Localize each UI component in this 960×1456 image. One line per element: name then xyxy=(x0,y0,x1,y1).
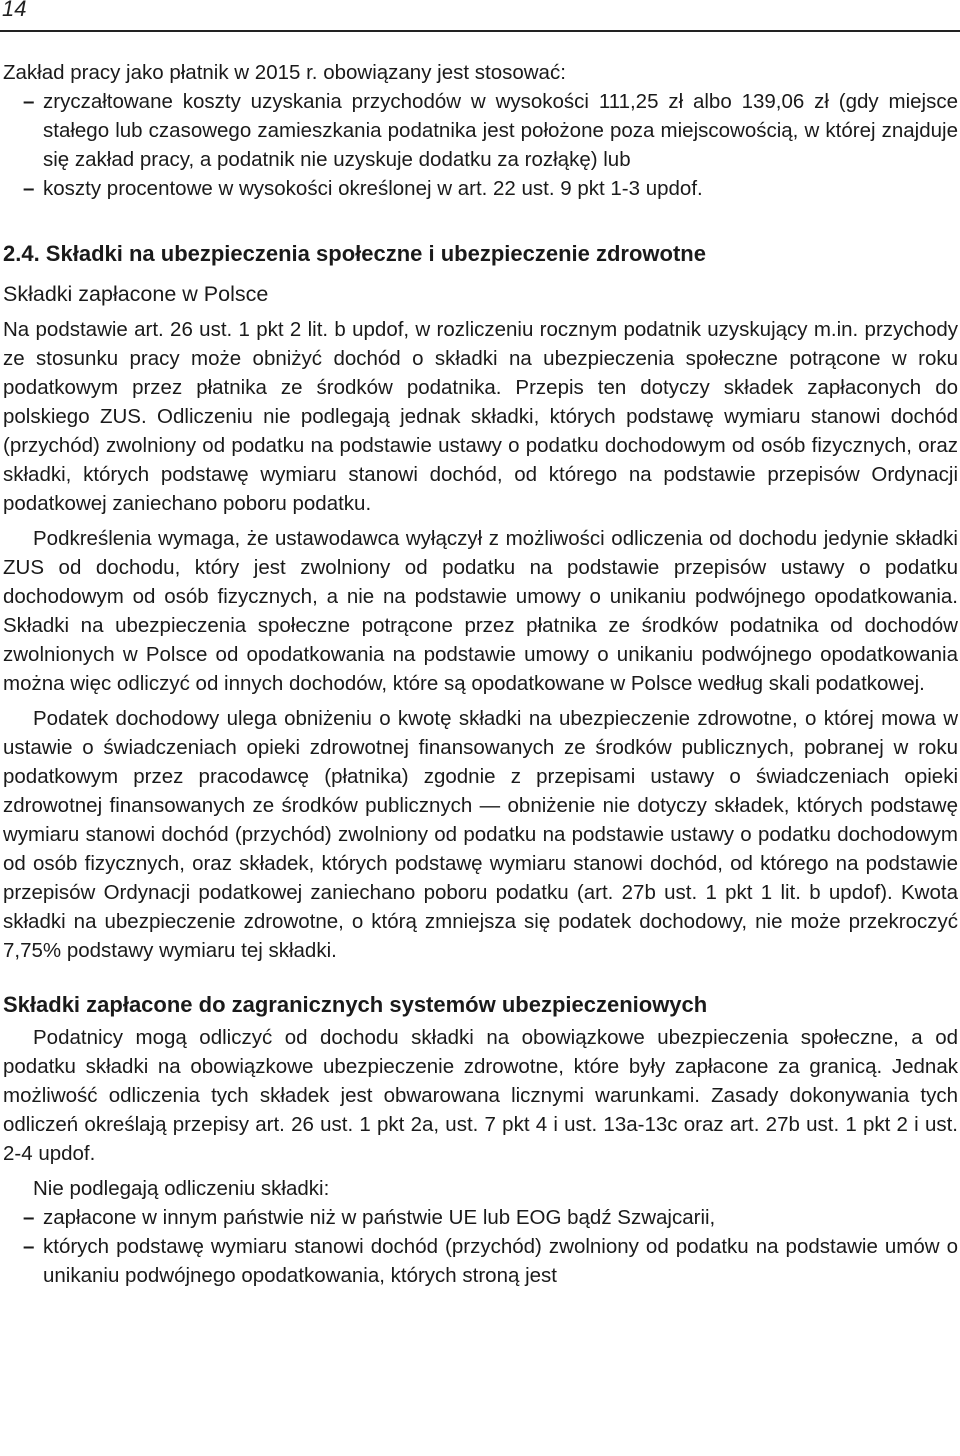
intro-list xyxy=(0,87,958,203)
paragraph: Podkreślenia wymaga, że ustawodawca wyłączył z możliwości odliczenia od dochodu jedynie składki ZUS od dochodu, który jest zwolniony od podatku na podstawie przepisów ustawy o podatku dochodowym od osób fizycznych, a nie na podstawie umowy o unikaniu podwójnego opodatkowania. Składki na ubezpieczenia społeczne potrącone przez płatnika ze środków podatnika od dochodów zwolnionych w Polsce od opodatkowania na podstawie umowy o unikaniu podwójnego opodatkowania można więc odliczyć od innych dochodów, które są opodatkowane w Polsce według skali podatkowej. xyxy=(3,527,958,695)
dash-marker: – xyxy=(23,177,35,200)
list-item xyxy=(0,87,958,174)
subsection-heading-foreign: Składki zapłacone do zagranicznych systemów ubezpieczeniowych xyxy=(3,992,708,1017)
header-rule xyxy=(0,30,960,32)
list-item-text: zapłacone w innym państwie niż w państwie UE lub EOG bądź Szwajcarii, xyxy=(43,1206,716,1229)
dash-marker: – xyxy=(23,90,35,113)
dash-marker: – xyxy=(23,1206,35,1229)
dash-marker: – xyxy=(23,1235,35,1258)
exclusions-list xyxy=(0,1203,958,1290)
paragraph: Na podstawie art. 26 ust. 1 pkt 2 lit. b updof, w rozliczeniu rocznym podatnik uzyskujący m.in. przychody ze stosunku pracy może obniżyć dochód o składki na ubezpieczenia społeczne potrącone w roku podatkowym przez płatnika ze środków podatnika. Przepis ten dotyczy składek zapłaconych do polskiego ZUS. Odliczeniu nie podlegają jednak składki, których podstawę wymiaru stanowi dochód (przychód) zwolniony od podatku na podstawie ustawy o podatku dochodowym od osób fizycznych, oraz składki, których podstawę wymiaru stanowi dochód, od którego na podstawie przepisów Ordynacji podatkowej zaniechano poboru podatku. xyxy=(3,318,958,515)
paragraph: Nie podlegają odliczeniu składki: xyxy=(33,1177,330,1200)
paragraph: Podatek dochodowy ulega obniżeniu o kwotę składki na ubezpieczenie zdrowotne, o której mowa w ustawie o świadczeniach opieki zdrowotnej finansowanych ze środków publicznych, pobranej w roku podatkowym przez pracodawcę (płatnika) zgodnie z przepisami ustawy o świadczeniach opieki zdrowotnej finansowanych ze środków publicznych — obniżenie nie dotyczy składek, których podstawę wymiaru stanowi dochód (przychód) zwolniony od podatku na podstawie ustawy o podatku dochodowym od osób fizycznych, oraz składek, których podstawę wymiaru stanowi dochód, od którego na podstawie przepisów Ordynacji podatkowej zaniechano poboru podatku (art. 27b ust. 1 pkt 1 lit. b updof). Kwota składki na ubezpieczenie zdrowotne, o którą zmniejsza się podatek dochodowy, nie może przekroczyć 7,75% podstawy wymiaru tej składki. xyxy=(3,707,958,962)
list-item-text: zryczałtowane koszty uzyskania przychodów w wysokości 111,25 zł albo 139,06 zł (gdy miejsce stałego lub czasowego zamieszkania podatnika jest położone poza miejscowością, w której znajduje się zakład pracy, a podatnik nie uzyskuje dodatku za rozłąkę) lub xyxy=(43,90,958,171)
page-content xyxy=(3,58,958,1290)
subsection-heading: Składki zapłacone w Polsce xyxy=(3,282,269,306)
section-heading: 2.4. Składki na ubezpieczenia społeczne i ubezpieczenie zdrowotne xyxy=(3,241,706,266)
list-item-text: koszty procentowe w wysokości określonej w art. 22 ust. 9 pkt 1-3 updof. xyxy=(43,177,703,200)
page-number: 14 xyxy=(2,0,27,21)
list-item xyxy=(0,174,958,203)
list-item xyxy=(0,1203,958,1232)
paragraph: Podatnicy mogą odliczyć od dochodu składki na obowiązkowe ubezpieczenia społeczne, a od podatku składki na obowiązkowe ubezpieczenie zdrowotne, które były zapłacone za granicą. Jednak możliwość odliczenia tych składek jest obwarowana licznymi warunkami. Zasady dokonywania tych odliczeń określają przepisy art. 26 ust. 1 pkt 2a, ust. 7 pkt 4 i ust. 13a-13c oraz art. 27b ust. 1 pkt 2 i ust. 2-4 updof. xyxy=(3,1026,958,1165)
list-item-text: których podstawę wymiaru stanowi dochód (przychód) zwolniony od podatku na podstawie umów o unikaniu podwójnego opodatkowania, których stroną jest xyxy=(43,1235,958,1287)
list-item xyxy=(0,1232,958,1290)
intro-lead: Zakład pracy jako płatnik w 2015 r. obowiązany jest stosować: xyxy=(3,61,566,84)
